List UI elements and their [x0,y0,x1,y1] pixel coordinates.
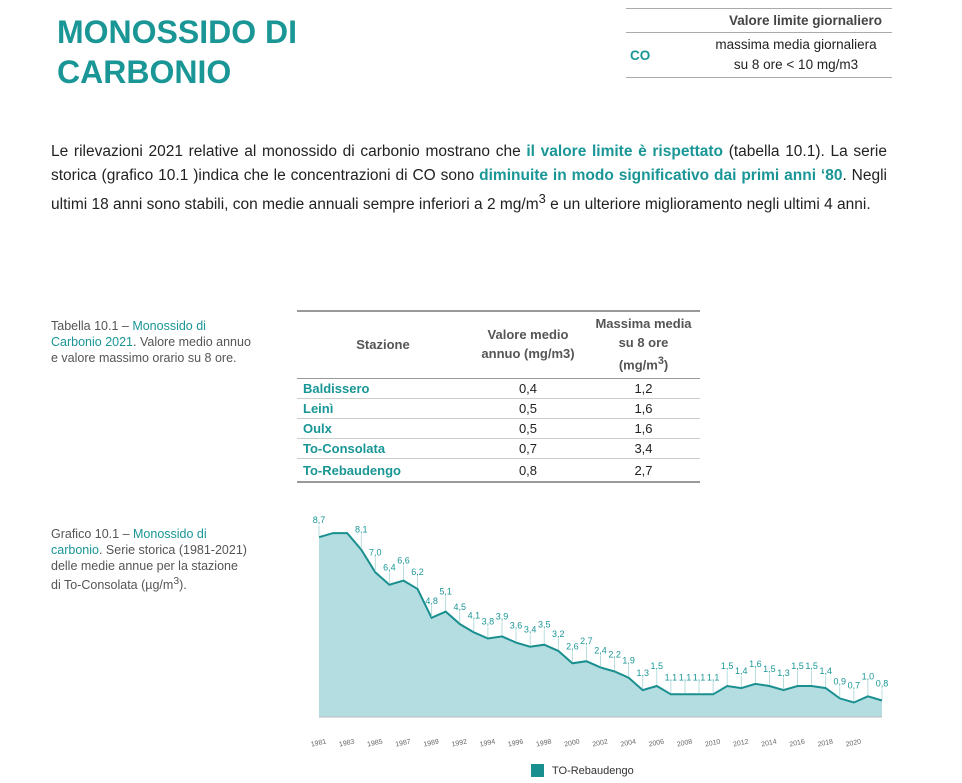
data-label: 1,9 [622,655,635,666]
table-caption-prefix: Tabella 10.1 – [51,319,133,333]
data-label: 7,0 [369,547,382,558]
header-max-sup: 3 [657,355,664,367]
data-label: 3,9 [495,611,509,622]
chart-caption-prefix: Grafico 10.1 – [51,527,133,541]
station-mean: 0,5 [518,421,538,437]
station-name: To-Consolata [303,441,386,457]
header-mean-l1: Valore medio [487,327,569,343]
table-row [297,399,700,419]
chart-legend [531,764,634,777]
x-tick-label: 1985 [366,738,384,749]
data-label: 0,9 [833,676,847,687]
intro-highlight-2: diminuite in modo significativo dai primi anni ‘80 [479,166,843,184]
data-label: 6,2 [411,566,424,577]
table-caption-highlight: Monossido di Carbonio 2021 [51,319,206,349]
chart-caption-sup: 3 [173,576,180,587]
station-name: Oulx [303,421,332,437]
table-header-row [297,311,700,379]
data-label: 8,7 [312,515,326,526]
chart-caption-rest: . Serie storica (1981-2021) delle medie annue per la stazione di To-Consolata (µg/m [51,543,247,593]
x-tick-label: 1992 [451,738,468,749]
page-title: MONOSSIDO DI CARBONIO [57,14,298,90]
station-name: Leinì [303,401,334,417]
x-tick-label: 2020 [845,738,862,749]
intro-text-4: e un ulteriore miglioramento negli ultimi 4 anni. [545,196,871,214]
data-label: 1,3 [777,668,790,679]
data-label: 1,5 [805,661,818,671]
table-row [297,459,700,483]
station-mean: 0,5 [518,401,538,417]
limit-pollutant: CO [630,47,651,63]
data-label: 1,6 [749,658,762,669]
legend-swatch [531,764,544,777]
data-label: 2,6 [566,641,579,652]
x-tick-label: 2004 [619,738,637,749]
data-label: 3,8 [481,616,495,627]
x-tick-label: 2018 [817,738,834,749]
x-tick-label: 2000 [563,738,581,749]
data-label: 4,5 [453,602,467,612]
intro-highlight-1: il valore limite è rispettato [526,143,724,160]
limit-description [700,35,892,75]
x-tick-label: 2008 [676,738,693,749]
header-max-l2: su 8 ore [618,335,669,350]
station-mean: 0,4 [518,381,538,397]
station-mean: 0,8 [518,462,538,478]
data-label: 6,6 [397,555,410,566]
data-label: 5,1 [439,586,452,597]
data-label: 1,4 [734,666,748,677]
data-label: 1,1 [678,672,692,683]
intro-text-1: Le rilevazioni 2021 relative al monossido di carbonio mostrano che [51,143,527,160]
station-mean: 0,7 [518,441,538,457]
data-label: 0,7 [847,680,861,691]
data-label: 1,1 [706,672,720,683]
chart-caption-end: ). [179,578,187,593]
data-label: 1,1 [664,672,678,683]
header-max-l3-end: ) [663,357,669,373]
x-tick-label: 1996 [507,738,525,749]
data-label: 3,4 [523,624,537,635]
x-tick-label: 1987 [394,738,412,749]
data-label: 1,4 [819,666,832,677]
data-label: 4,1 [467,610,481,621]
chart-caption [51,526,251,593]
intro-text-2: (tabella 10.1). La serie storica (grafico 10.1 )indica che le concentrazioni di CO sono [51,143,887,184]
station-name: To-Rebaudengo [303,462,401,478]
limit-row [626,33,892,77]
data-label: 1,0 [861,671,875,682]
x-tick-label: 2002 [591,738,609,749]
x-tick-label: 2006 [648,738,665,749]
data-label: 1,5 [650,661,664,671]
data-label: 1,3 [636,668,649,679]
data-label: 1,1 [692,672,706,683]
x-tick-label: 1981 [310,738,328,749]
intro-sup: 3 [538,191,546,206]
data-label: 2,2 [608,649,621,660]
stations-table [297,310,700,483]
data-label: 0,8 [875,678,889,689]
data-label: 3,5 [537,619,551,630]
data-label: 3,2 [552,628,565,639]
station-max: 3,4 [634,441,653,457]
x-tick-label: 1998 [535,738,553,749]
station-name: Baldissero [303,381,370,397]
table-row [297,379,700,399]
header-max [587,311,700,379]
header-mean-l2: annuo (mg/m3) [481,346,575,362]
x-tick-label: 2012 [732,738,750,749]
x-tick-label: 1989 [422,738,440,749]
table-caption [51,318,251,366]
x-tick-label: 1994 [479,738,496,749]
station-max: 2,7 [634,462,653,478]
x-tick-label: 2010 [704,738,722,749]
limit-desc-line1: massima media giornaliera [715,37,877,52]
data-label: 6,4 [383,562,396,573]
station-max: 1,2 [634,381,653,397]
limit-heading: Valore limite giornaliero [626,9,892,33]
legend-label: TO-Rebaudengo [552,764,634,777]
x-tick-label: 2016 [788,738,806,749]
header-station: Stazione [356,336,410,352]
limit-desc-line2: su 8 ore < 10 mg/m3 [733,57,859,72]
station-max: 1,6 [634,421,653,437]
table-caption-rest: . Valore medio annuo e valore massimo orario su 8 ore. [51,335,251,365]
data-label: 1,5 [720,661,734,671]
limit-value-box [626,8,892,78]
data-label: 3,6 [509,620,523,631]
table-row [297,439,700,459]
data-label: 4,8 [425,595,438,606]
intro-paragraph [51,140,887,217]
header-max-l3: (mg/m [618,357,658,373]
intro-text-3: . Negli ultimi 18 anni sono stabili, con medie annuali sempre inferiori a 2 mg/m [51,166,888,214]
chart-caption-highlight: Monossido di carbonio [51,527,207,557]
station-max: 1,6 [634,401,653,417]
co-area-chart [300,515,900,760]
data-label: 2,7 [580,636,593,647]
header-max-l1: Massima media [595,316,692,331]
x-tick-label: 2014 [760,738,778,749]
data-label: 1,5 [763,664,776,674]
header-mean [469,311,587,379]
data-label: 8,1 [354,524,368,535]
table-row [297,419,700,439]
x-tick-label: 1983 [338,738,356,749]
data-label: 1,5 [791,661,804,671]
data-label: 2,4 [594,645,607,656]
